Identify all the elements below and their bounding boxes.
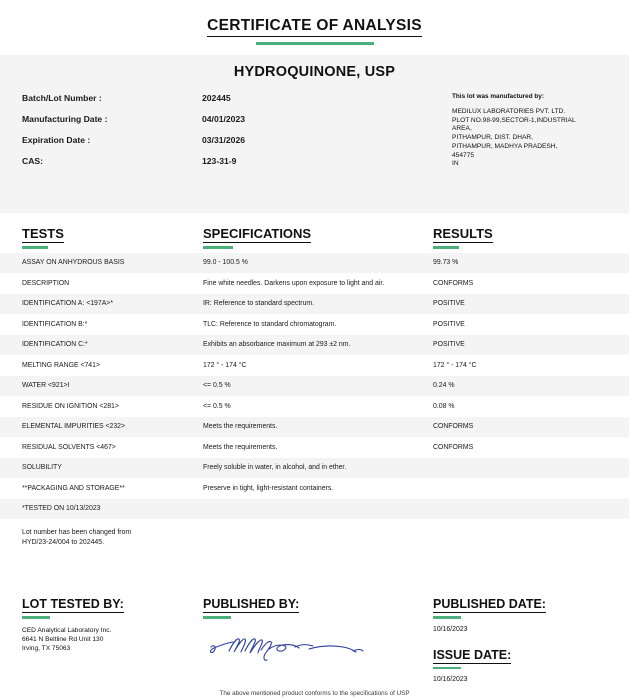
cell-result: POSITIVE — [433, 341, 465, 349]
cell-specification: Freely soluble in water, in alcohol, and in ether. — [203, 464, 347, 472]
cell-result: POSITIVE — [433, 300, 465, 308]
lab-address-line: Irving, TX 75063 — [22, 645, 71, 653]
conformance-statement: The above mentioned product conforms to the specifications of USP — [219, 690, 410, 697]
cell-test: ELEMENTAL IMPURITIES <232> — [22, 423, 126, 431]
info-value: 123-31-9 — [202, 156, 237, 166]
cell-specification: TLC: Reference to standard chromatogram. — [203, 320, 337, 328]
cell-test: IDENTIFICATION C:* — [22, 341, 88, 349]
published-date-value: 10/16/2023 — [433, 625, 468, 633]
info-label: Batch/Lot Number : — [22, 93, 102, 103]
cell-result: CONFORMS — [433, 443, 474, 451]
table-row — [0, 376, 629, 397]
info-row — [22, 93, 432, 103]
results-table-body — [0, 253, 629, 520]
lot-tested-by-accent-bar — [22, 616, 50, 619]
cell-result: 99.73 % — [433, 259, 459, 267]
published-date-heading: PUBLISHED DATE: — [433, 597, 546, 611]
published-by-accent-bar — [203, 616, 231, 619]
table-row — [0, 314, 629, 335]
issue-date-heading: ISSUE DATE: — [433, 647, 512, 662]
manufacturer-line: IN — [452, 160, 459, 168]
info-row — [22, 156, 432, 166]
cell-specification: Fine white needles. Darkens upon exposure to light and air. — [203, 279, 385, 287]
cell-specification: IR: Reference to standard spectrum. — [203, 300, 315, 308]
document-title-area — [0, 0, 629, 45]
lot-change-note-line: HYD/23-24/004 to 202445. — [22, 539, 104, 546]
info-label: CAS: — [22, 156, 44, 166]
manufacturer-line: PITHAMPUR, DIST. DHAR, — [452, 134, 533, 142]
cell-test: **PACKAGING AND STORAGE** — [22, 484, 125, 492]
info-value: 202445 — [202, 93, 231, 103]
column-header-tests — [0, 225, 203, 249]
cell-result: CONFORMS — [433, 279, 474, 287]
published-by-block — [203, 595, 433, 683]
published-by-heading: PUBLISHED BY: — [203, 597, 300, 611]
table-row — [0, 478, 629, 499]
info-row — [22, 135, 432, 145]
results-table-header — [0, 213, 629, 253]
table-row — [0, 499, 629, 520]
cell-test: SOLUBILITY — [22, 464, 62, 472]
cell-result: 0.24 % — [433, 382, 455, 390]
cell-test: DESCRIPTION — [22, 279, 70, 287]
info-label: Expiration Date : — [22, 135, 91, 145]
manufacturer-heading: This lot was manufactured by: — [452, 93, 544, 100]
document-footer — [0, 595, 629, 683]
cell-test: MELTING RANGE <741> — [22, 361, 100, 369]
info-row — [22, 114, 432, 124]
cell-test: ASSAY ON ANHYDROUS BASIS — [22, 259, 125, 267]
lab-address — [22, 626, 203, 654]
manufacturer-line: 454775 — [452, 151, 475, 159]
manufacturer-line: MEDILUX LABORATORIES PVT. LTD. — [452, 108, 566, 115]
tests-accent-bar — [22, 246, 48, 249]
column-header-results — [433, 225, 607, 249]
table-row — [0, 253, 629, 274]
published-date-accent-bar — [433, 616, 461, 619]
product-name: HYDROQUINONE, USP — [233, 64, 396, 80]
table-row — [0, 335, 629, 356]
lot-change-note-line: Lot number has been changed from — [22, 529, 132, 536]
column-header-specifications — [203, 225, 433, 249]
column-header-tests-label: TESTS — [22, 226, 64, 241]
title-accent-bar — [256, 42, 374, 45]
lot-tested-by-heading: LOT TESTED BY: — [22, 597, 124, 611]
cell-result: CONFORMS — [433, 423, 474, 431]
manufacturer-line: AREA, — [452, 125, 472, 133]
signature-icon — [203, 633, 373, 667]
cell-test: RESIDUAL SOLVENTS <467> — [22, 443, 116, 451]
cell-specification: 172 ° - 174 °C — [203, 361, 247, 369]
cell-specification: Meets the requirements. — [203, 423, 278, 431]
cell-test: IDENTIFICATION B:* — [22, 320, 88, 328]
issue-date-block — [433, 646, 607, 684]
column-header-results-label: RESULTS — [433, 226, 493, 241]
cell-result: 0.08 % — [433, 402, 455, 410]
cell-specification: 99.0 - 100.5 % — [203, 259, 248, 267]
cell-test: WATER <921>I — [22, 382, 70, 390]
column-header-specifications-label: SPECIFICATIONS — [203, 226, 312, 241]
table-row — [0, 396, 629, 417]
manufacturer-line: PITHAMPUR, MADHYA PRADESH, — [452, 142, 558, 150]
product-name-band — [0, 55, 629, 90]
table-row — [0, 273, 629, 294]
manufacturer-line: PLOT NO.98-99,SECTOR-1,INDUSTRIAL — [452, 116, 576, 124]
page-title: CERTIFICATE OF ANALYSIS — [207, 17, 422, 37]
manufacturer-block — [452, 93, 624, 169]
lab-address-line: 6641 N Beltline Rd Unit 130 — [22, 635, 104, 643]
issue-date-value: 10/16/2023 — [433, 676, 468, 683]
info-label: Manufacturing Date : — [22, 114, 108, 124]
lab-address-line: CED Analytical Laboratory Inc. — [22, 626, 112, 634]
dates-block — [433, 595, 607, 683]
lot-tested-by-block — [0, 595, 203, 683]
specifications-accent-bar — [203, 246, 233, 249]
published-date-block — [433, 595, 607, 633]
cell-specification: <= 0.5 % — [203, 382, 231, 390]
cell-result: 172 ° - 174 °C — [433, 361, 477, 369]
results-accent-bar — [433, 246, 459, 249]
info-value: 03/31/2026 — [202, 135, 246, 145]
table-row — [0, 458, 629, 479]
cell-specification: Exhibits an absorbance maximum at 293 ±2 nm. — [203, 341, 351, 349]
table-row — [0, 417, 629, 438]
lot-change-note — [0, 519, 629, 548]
table-row — [0, 355, 629, 376]
cell-result: POSITIVE — [433, 320, 465, 328]
table-row — [0, 437, 629, 458]
issue-date-accent-bar — [433, 667, 461, 670]
cell-test: IDENTIFICATION A: <197A>* — [22, 300, 114, 308]
cell-test: RESIDUE ON IGNITION <281> — [22, 402, 119, 410]
signature-area — [203, 633, 433, 667]
cell-test: *TESTED ON 10/13/2023 — [22, 505, 101, 513]
cell-specification: Meets the requirements. — [203, 443, 278, 451]
cell-specification: Preserve in tight, light-resistant containers. — [203, 484, 334, 492]
batch-info-section — [0, 90, 629, 213]
cell-specification: <= 0.5 % — [203, 402, 231, 410]
table-row — [0, 294, 629, 315]
batch-info-list — [22, 93, 432, 177]
info-value: 04/01/2023 — [202, 114, 246, 124]
